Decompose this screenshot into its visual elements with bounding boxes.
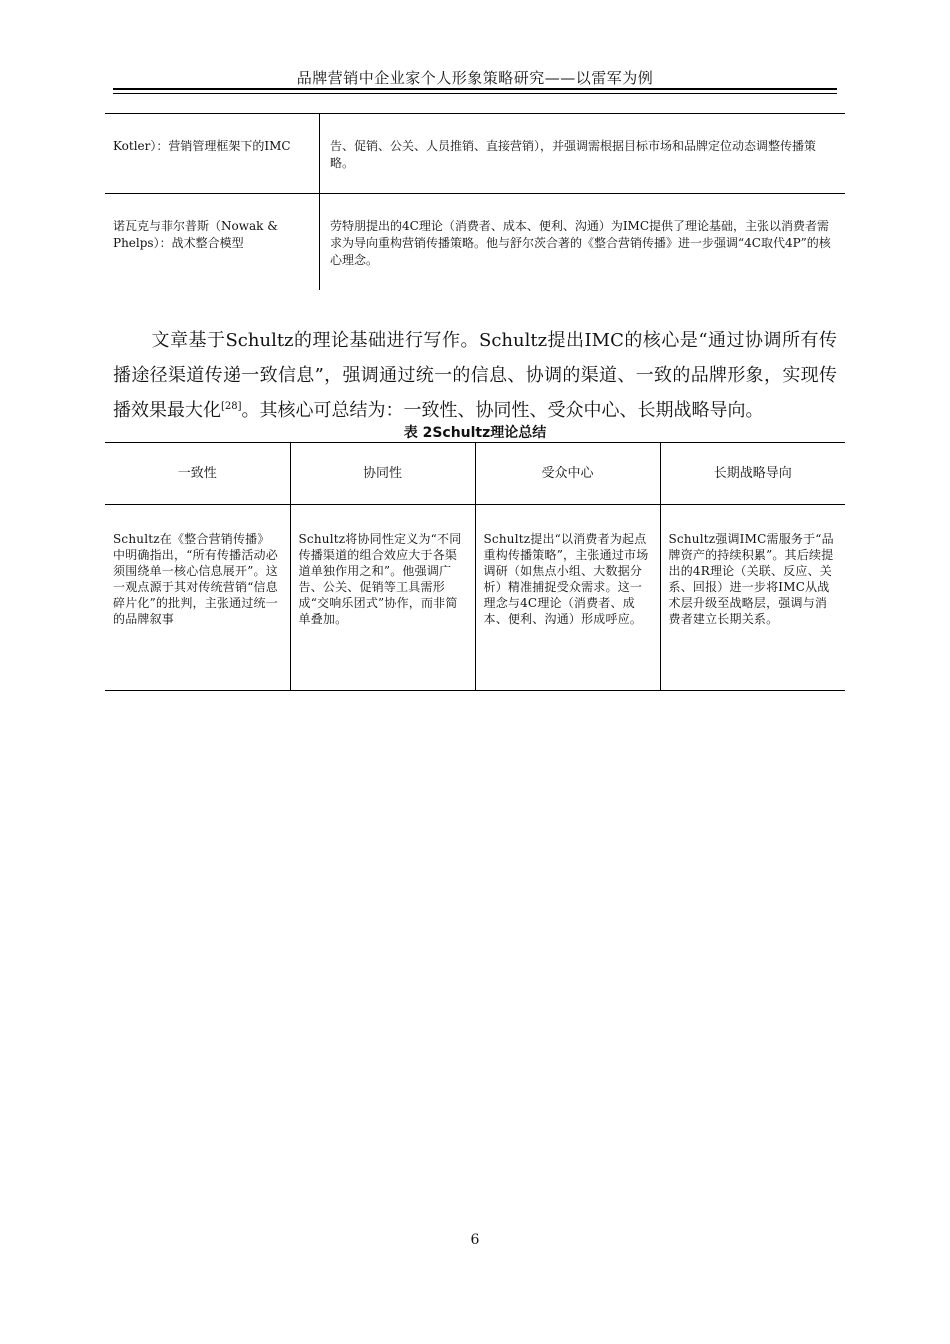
page-number: 6 — [470, 1232, 480, 1248]
body-paragraph — [113, 323, 837, 428]
schultz-summary-table — [105, 442, 845, 691]
paragraph-tail-text: 。其核心可总结为：一致性、协同性、受众中心、长期战略导向。 — [241, 400, 764, 421]
table-row — [105, 194, 845, 291]
consistency-cell: Schultz在《整合营销传播》中明确指出，“所有传播活动必须围绕单一核心信息展开”。这一观点源于其对传统营销“信息碎片化”的批判，主张通过统一的品牌叙事 — [105, 505, 290, 691]
synergy-cell: Schultz将协同性定义为“不同传播渠道的组合效应大于各渠道单独作用之和”。他强调广告、公关、促销等工具需形成“交响乐团式”协作，而非简单叠加。 — [290, 505, 475, 691]
header-long-term-strategy: 长期战略导向 — [660, 443, 845, 505]
long-term-strategy-cell: Schultz强调IMC需服务于“品牌资产的持续积累”。其后续提出的4R理论（关联、反应、关系、回报）进一步将IMC从战术层升级至战略层，强调与消费者建立长期关系。 — [660, 505, 845, 691]
audience-centric-cell: Schultz提出“以消费者为起点重构传播策略”，主张通过市场调研（如焦点小组、大数据分析）精准捕捉受众需求。这一理念与4C理论（消费者、成本、便利、沟通）形成呼应。 — [475, 505, 660, 691]
model-name-cell: Kotler）：营销管理框架下的IMC — [105, 114, 320, 194]
table-row — [105, 114, 845, 194]
citation-reference: [28] — [221, 401, 242, 412]
continued-theory-table — [105, 113, 845, 290]
running-header-title: 品牌营销中企业家个人形象策略研究——以雷军为例 — [296, 69, 654, 87]
header-rule-thick — [113, 88, 837, 90]
header-rule-thin — [113, 93, 837, 94]
header-consistency: 一致性 — [105, 443, 290, 505]
header-synergy: 协同性 — [290, 443, 475, 505]
table-row — [105, 505, 845, 691]
model-name-cell: 诺瓦克与菲尔普斯（Nowak & Phelps）：战术整合模型 — [105, 194, 320, 291]
model-description-cell: 告、促销、公关、人员推销、直接营销），并强调需根据目标市场和品牌定位动态调整传播策略。 — [320, 114, 846, 194]
paragraph-text: 文章基于Schultz的理论基础进行写作。Schultz提出IMC的核心是“通过协调所有传播途径渠道传递一致信息”，强调通过统一的信息、协调的渠道、一致的品牌形象，实现传播效果最大化 — [113, 330, 837, 421]
model-description-cell: 劳特朋提出的4C理论（消费者、成本、便利、沟通）为IMC提供了理论基础，主张以消费者需求为导向重构营销传播策略。他与舒尔茨合著的《整合营销传播》进一步强调“4C取代4P”的核心理念。 — [330, 219, 831, 267]
header-audience-centric: 受众中心 — [475, 443, 660, 505]
table-caption: 表 2Schultz理论总结 — [403, 425, 547, 441]
table-header-row — [105, 443, 845, 505]
